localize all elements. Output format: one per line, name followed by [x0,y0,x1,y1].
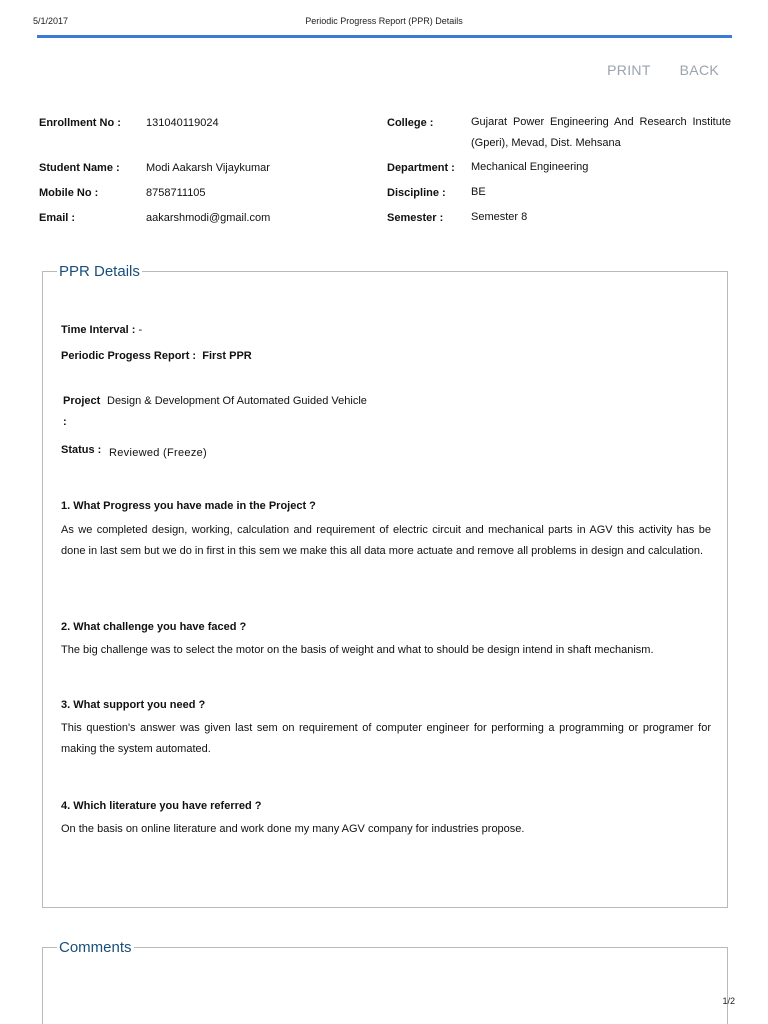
ppr-details-panel [42,263,728,908]
semester-label: Semester : [387,212,444,224]
question-title: 1. What Progress you have made in the Project ? [61,500,316,512]
status-value: Reviewed (Freeze) [109,447,208,459]
enrollment-value: 131040119024 [146,117,219,129]
mobile-value: 8758711105 [146,187,206,199]
header-divider [37,35,732,38]
department-label: Department : [387,162,455,174]
enrollment-label: Enrollment No : [39,117,121,129]
document-title: Periodic Progress Report (PPR) Details [305,16,463,26]
report-label: Periodic Progess Report : [61,350,197,362]
student-name-label: Student Name : [39,162,120,174]
print-date: 5/1/2017 [33,16,69,26]
question-answer: On the basis on online literature and work done my many AGV company for industries propose. [61,823,525,835]
project-label-block [63,395,100,407]
mobile-label: Mobile No : [39,187,99,199]
report-type [61,350,252,362]
back-button[interactable]: BACK [679,62,719,78]
question-title: 2. What challenge you have faced ? [61,621,247,633]
report-value: First PPR [202,350,252,362]
email-label: Email : [39,212,76,224]
ppr-details-legend: PPR Details [59,263,140,280]
time-interval [61,324,142,336]
question-title: 3. What support you need ? [61,699,206,711]
project-label: Project [63,395,101,407]
time-interval-value: - [138,324,143,336]
question-answer: The big challenge was to select the motor on the basis of weight and what to should be design intend in shaft mechanism. [61,644,654,656]
semester-value: Semester 8 [471,211,528,223]
time-interval-label: Time Interval : [61,324,136,336]
project-value: Design & Development Of Automated Guided Vehicle [107,395,367,407]
student-name-value: Modi Aakarsh Vijaykumar [146,162,270,174]
print-button[interactable]: PRINT [607,62,651,78]
department-value: Mechanical Engineering [471,161,589,173]
comments-legend: Comments [59,939,132,956]
question-answer: This question's answer was given last sem on requirement of computer engineer for performing a programming or programer for making the system automated. [61,722,711,755]
print-header [0,16,768,30]
comments-panel [42,939,728,1024]
question-answer: As we completed design, working, calculation and requirement of electric circuit and mechanical parts in AGV this activity has be done in last sem but we do in first in this sem we make this all data more actuate and remove all problems in design and calculation. [61,524,711,557]
email-value: aakarshmodi@gmail.com [146,212,271,224]
discipline-label: Discipline : [387,187,446,199]
status-label: Status : [61,444,102,456]
college-value: Gujarat Power Engineering And Research Institute (Gperi), Mevad, Dist. Mehsana [471,116,731,149]
project-colon: : [63,416,67,428]
college-label: College : [387,117,434,129]
question-title: 4. Which literature you have referred ? [61,800,262,812]
action-links [607,62,719,78]
page-number: 1/2 [722,996,735,1006]
discipline-value: BE [471,186,486,198]
